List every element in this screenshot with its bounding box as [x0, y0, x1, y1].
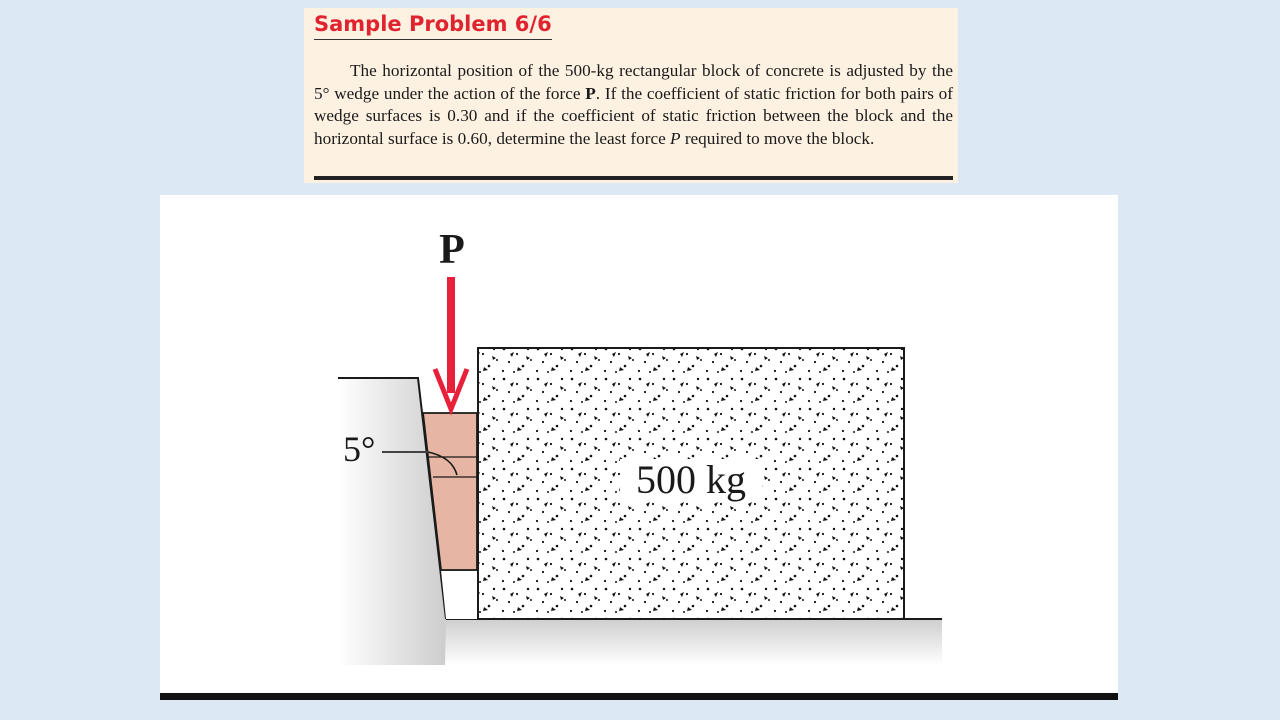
force-symbol-bold: P	[585, 83, 596, 103]
problem-text-part: The horizontal position of the 500-kg rectangular block of concrete is adjusted by the 5° wedge under the action of the force	[314, 61, 953, 103]
wedge-block-figure	[160, 195, 1118, 693]
wedge-gap	[441, 570, 477, 619]
force-symbol-italic: P	[670, 128, 681, 148]
problem-text-part: required to move the block.	[680, 128, 875, 148]
angle-label: 5°	[343, 429, 376, 469]
figure-divider	[160, 693, 1118, 700]
problem-title: Sample Problem 6/6	[314, 10, 552, 40]
force-label: P	[439, 227, 465, 273]
ground-surface	[408, 619, 942, 665]
problem-text-part: . If the coefficient of static friction for both pairs of wedge surfaces is 0.30 and if the coefficient of static friction between the block and the horizontal surface is 0.60, determine the least force	[314, 83, 953, 148]
problem-statement	[314, 60, 953, 150]
problem-divider	[314, 176, 953, 180]
block-mass-label: 500 kg	[636, 457, 746, 502]
figure-panel	[160, 195, 1118, 693]
force-arrow-icon	[435, 277, 467, 409]
problem-box	[304, 8, 958, 183]
